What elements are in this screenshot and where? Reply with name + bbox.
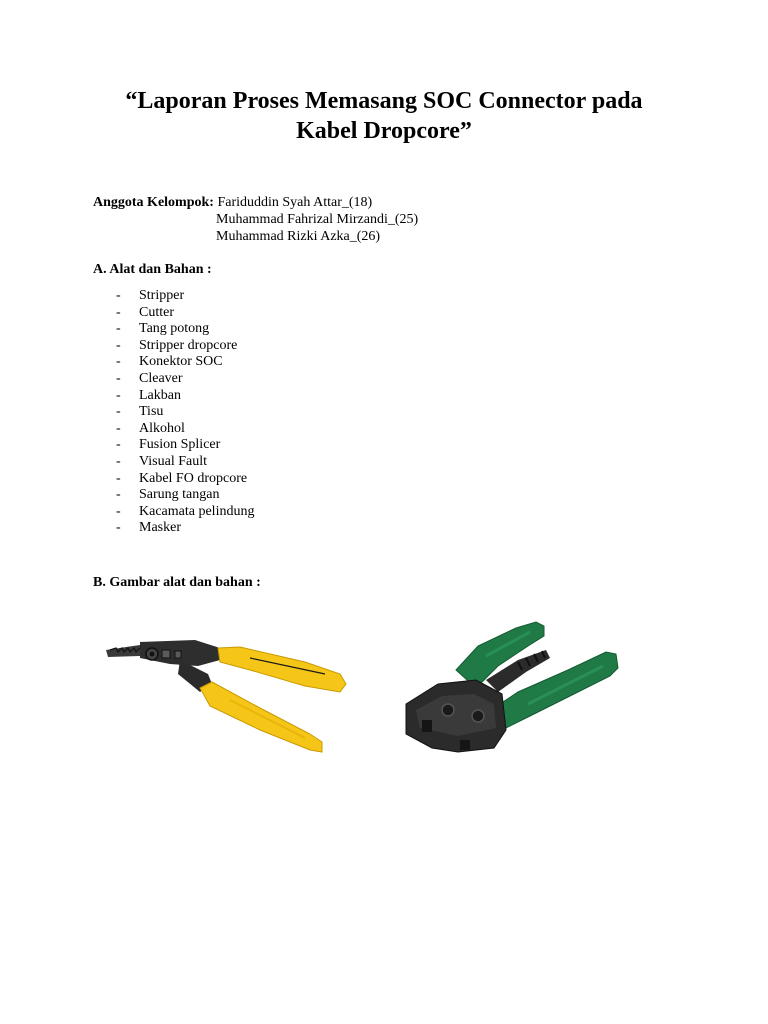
document-title: [60, 86, 708, 146]
list-bullet: -: [116, 503, 121, 519]
list-bullet: -: [116, 437, 121, 453]
list-bullet: -: [116, 304, 121, 320]
list-item-text: Lakban: [139, 387, 181, 403]
list-item: [116, 288, 254, 305]
list-item: [116, 371, 254, 388]
list-item: [116, 504, 254, 521]
tools-materials-list: [116, 288, 254, 537]
list-item-text: Stripper dropcore: [139, 337, 238, 353]
list-item: [116, 487, 254, 504]
list-item: [116, 454, 254, 471]
list-item-text: Tisu: [139, 404, 164, 420]
list-item-text: Alkohol: [139, 420, 185, 436]
list-item: [116, 321, 254, 338]
yellow-fiber-stripper-icon: [100, 630, 355, 760]
list-item: [116, 404, 254, 421]
list-item-text: Konektor SOC: [139, 354, 223, 370]
list-item-text: Kacamata pelindung: [139, 503, 255, 519]
list-bullet: -: [116, 321, 121, 337]
section-a-title: A. Alat dan Bahan :: [93, 262, 212, 277]
list-item-text: Sarung tangan: [139, 487, 220, 503]
list-item-text: Masker: [139, 520, 181, 536]
list-item-text: Tang potong: [139, 321, 210, 337]
list-item: [116, 388, 254, 405]
list-item-text: Fusion Splicer: [139, 437, 221, 453]
list-item-text: Stripper: [139, 288, 185, 303]
list-bullet: -: [116, 470, 121, 486]
list-bullet: -: [116, 404, 121, 420]
member-name: Fariduddin Syah Attar_(18): [217, 195, 373, 210]
title-line-2: Kabel Dropcore”: [296, 118, 472, 144]
list-item: [116, 354, 254, 371]
section-b-title: B. Gambar alat dan bahan :: [93, 575, 261, 590]
member-name: Muhammad Rizki Azka_(26): [216, 229, 381, 244]
list-item: [116, 471, 254, 488]
list-item-text: Visual Fault: [139, 453, 207, 469]
list-item: [116, 338, 254, 355]
list-bullet: -: [116, 420, 121, 436]
green-dropcore-stripper-icon: [398, 600, 623, 770]
list-bullet: -: [116, 487, 121, 503]
list-bullet: -: [116, 453, 121, 469]
member-name: Muhammad Fahrizal Mirzandi_(25): [216, 212, 419, 227]
list-item-text: Cleaver: [139, 370, 183, 386]
list-item-text: Kabel FO dropcore: [139, 470, 248, 486]
list-bullet: -: [116, 520, 121, 536]
list-bullet: -: [116, 337, 121, 353]
list-item: [116, 437, 254, 454]
list-bullet: -: [116, 370, 121, 386]
title-line-1: “Laporan Proses Memasang SOC Connector pada: [125, 88, 643, 114]
list-item: [116, 520, 254, 537]
list-item: [116, 305, 254, 322]
group-members: [93, 194, 418, 245]
list-item: [116, 421, 254, 438]
list-item-text: Cutter: [139, 304, 174, 320]
list-bullet: -: [116, 288, 121, 303]
list-bullet: -: [116, 354, 121, 370]
members-label: Anggota Kelompok:: [93, 195, 214, 210]
list-bullet: -: [116, 387, 121, 403]
